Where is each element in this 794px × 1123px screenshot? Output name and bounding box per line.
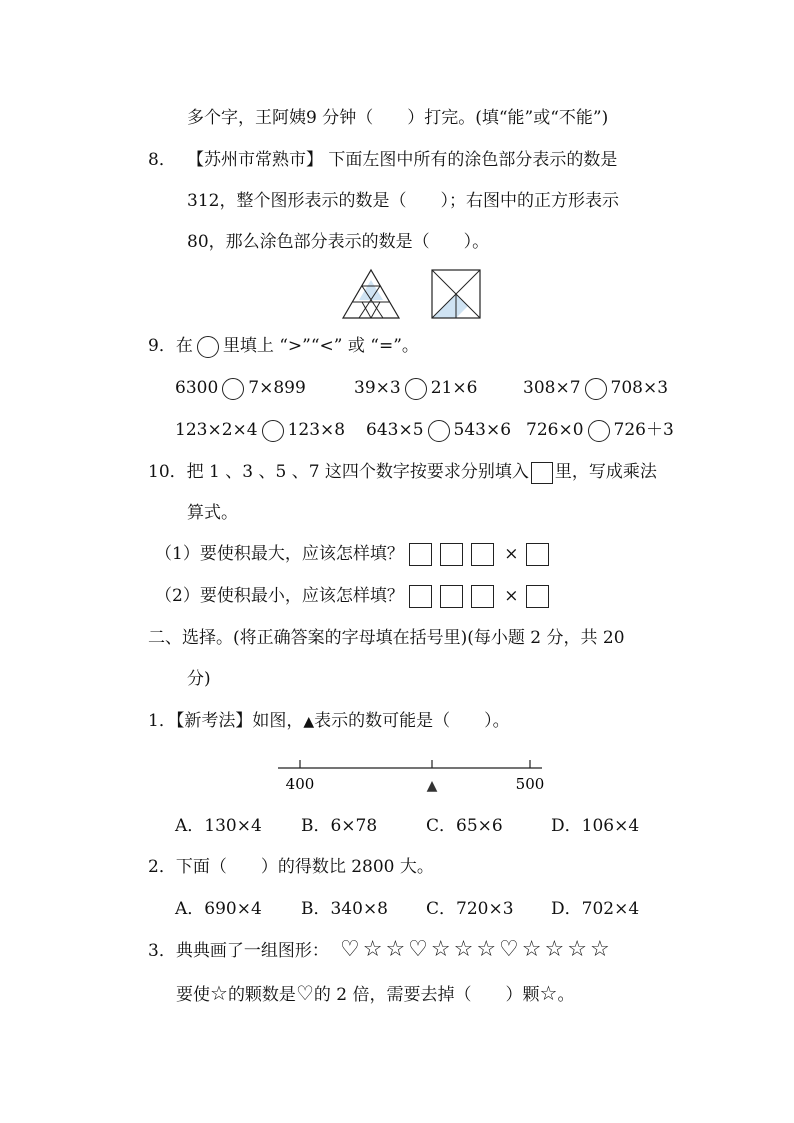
answer-circle[interactable] — [197, 336, 219, 358]
digit-box[interactable] — [526, 543, 549, 566]
option-d[interactable]: D．106×4 — [551, 816, 640, 836]
section2-heading: 二、选择。(将正确答案的字母填在括号里)(每小题 2 分，共 20 — [148, 628, 625, 648]
axis-marker-triangle-icon: ▲ — [426, 778, 438, 794]
star-icon: ☆ — [539, 981, 558, 1005]
choice1-question: 1．【新考法】如图，▲表示的数可能是（ ）。 — [148, 711, 510, 731]
option-a[interactable]: A．130×4 — [175, 816, 262, 836]
digit-box[interactable] — [471, 543, 494, 566]
shape-sequence: ♡☆☆♡☆☆☆♡☆☆☆☆ — [340, 937, 613, 962]
digit-box[interactable] — [440, 585, 463, 608]
compare-circle[interactable] — [262, 420, 284, 442]
star-icon: ☆ — [210, 981, 228, 1005]
option-a[interactable]: A．690×4 — [175, 899, 262, 919]
choice2-question: 2．下面（ ）的得数比 2800 大。 — [148, 857, 434, 877]
q9-item: 123×2×4 123×8 — [175, 420, 346, 440]
q8-line2: 312，整个图形表示的数是（ ）；右图中的正方形表示 — [187, 191, 619, 211]
choice2-options — [175, 898, 695, 920]
q10-sub1: （1）要使积最大，应该怎样填？ × — [155, 543, 557, 566]
compare-circle[interactable] — [428, 420, 450, 442]
q8-line3: 80，那么涂色部分表示的数是（ ）。 — [187, 232, 490, 252]
digit-box[interactable] — [409, 585, 432, 608]
q9-item: 308×7 708×3 — [523, 378, 669, 398]
q9-prefix: 9．在 — [148, 336, 193, 356]
digit-box[interactable] — [440, 543, 463, 566]
q9-question — [148, 335, 419, 358]
q10-question: 10．把 1 、3 、5 、7 这四个数字按要求分别填入 里，写成乘法 — [148, 462, 657, 482]
triangle-figure — [340, 268, 402, 320]
answer-box — [531, 462, 553, 484]
q9-suffix: 里填上 “>”“<” 或 “=”。 — [222, 336, 419, 356]
q9-item: 6300 7×899 — [175, 378, 306, 398]
number-line — [270, 752, 550, 797]
triangle-icon: ▲ — [303, 714, 315, 730]
compare-circle[interactable] — [588, 420, 610, 442]
choice3-line2: 要使☆的颗数是♡的 2 倍，需要去掉（ ）颗☆。 — [176, 981, 575, 1005]
heart-icon: ♡ — [295, 981, 314, 1005]
digit-box[interactable] — [526, 585, 549, 608]
digit-box[interactable] — [471, 585, 494, 608]
compare-circle[interactable] — [222, 378, 244, 400]
option-c[interactable]: C．720×3 — [426, 899, 514, 919]
option-b[interactable]: B．6×78 — [301, 816, 378, 836]
section2-heading-cont: 分) — [187, 669, 211, 689]
square-figure — [430, 268, 482, 320]
q9-item: 643×5 543×6 — [366, 420, 512, 440]
option-d[interactable]: D．702×4 — [551, 899, 640, 919]
q9-item: 726×0 726＋3 — [526, 420, 674, 440]
q7-tail-text: 多个字，王阿姨9 分钟（ ）打完。(填“能”或“不能”) — [187, 108, 609, 128]
q9-item: 39×3 21×6 — [354, 378, 478, 398]
compare-circle[interactable] — [585, 378, 607, 400]
axis-label-400: 400 — [285, 775, 315, 793]
q10-line2: 算式。 — [187, 503, 238, 523]
axis-label-500: 500 — [515, 775, 545, 793]
q8-line1: 【苏州市常熟市】 下面左图中所有的涂色部分表示的数是 — [187, 150, 618, 170]
q10-sub2: （2）要使积最小，应该怎样填？ × — [155, 585, 557, 608]
compare-circle[interactable] — [405, 378, 427, 400]
digit-box[interactable] — [409, 543, 432, 566]
option-b[interactable]: B．340×8 — [301, 899, 389, 919]
choice3-question: 3．典典画了一组图形： — [148, 941, 329, 961]
q8-number: 8． — [148, 150, 176, 170]
choice1-options — [175, 815, 695, 837]
option-c[interactable]: C．65×6 — [426, 816, 503, 836]
